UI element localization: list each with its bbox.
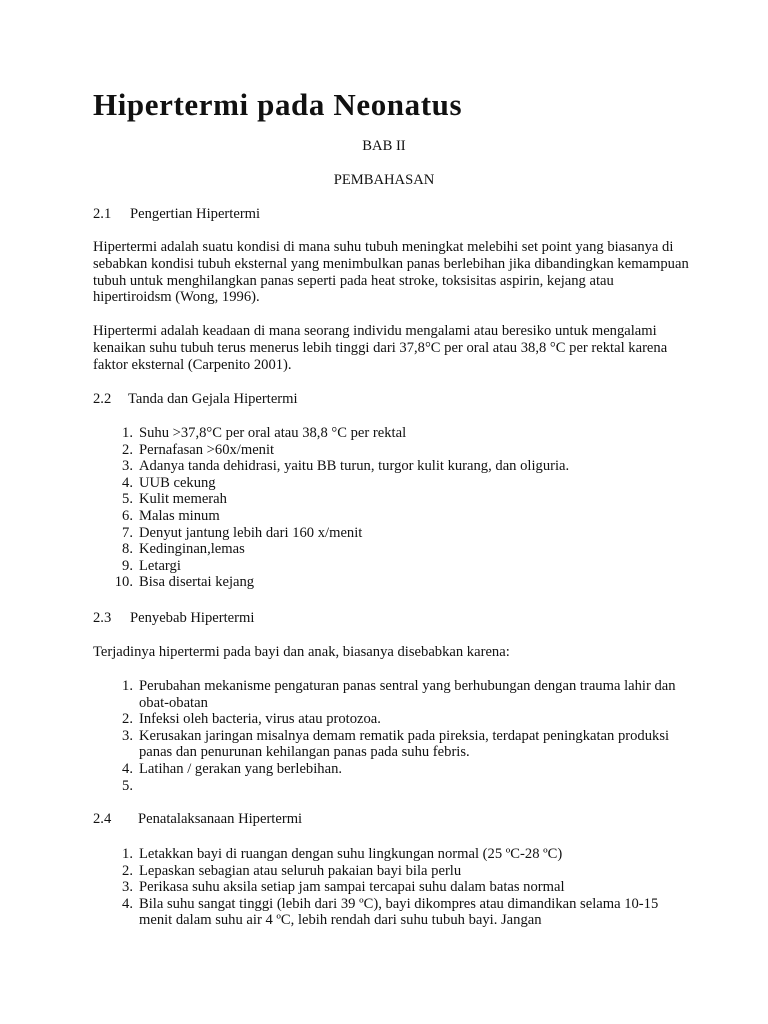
list-item: 8. Kedinginan,lemas: [122, 541, 245, 558]
section-number: 2.4: [93, 811, 112, 827]
list-item: 2. Lepaskan sebagian atau seluruh pakaian bayi bila perlu: [122, 862, 462, 879]
section-heading: [93, 206, 260, 223]
section-title: Pengertian Hipertermi: [130, 206, 261, 222]
section-title: Penatalaksanaan Hipertermi: [138, 811, 303, 827]
section-number: 2.1: [93, 206, 112, 222]
chapter-title: PEMBAHASAN: [333, 172, 435, 188]
list-item: 1. Suhu >37,8°C per oral atau 38,8 °C per rektal: [122, 425, 407, 441]
section-number: 2.2: [93, 391, 112, 407]
list-item: 3. Perikasa suhu aksila setiap jam sampai tercapai suhu dalam batas normal: [122, 879, 565, 896]
list-item: 4. Bila suhu sangat tinggi (lebih dari 39 ºC), bayi dikompres atau dimandikan selama 10-15 menit dalam suhu air 4 ºC, lebih rendah dari suhu tubuh bayi. Jangan: [122, 895, 659, 929]
paragraph: Hipertermi adalah keadaan di mana seorang individu mengalami atau beresiko untuk mengalami kenaikan suhu tubuh terus menerus lebih tinggi dari 37,8°C per oral atau 38,8 °C per rektal karena faktor eksternal (Carpenito 2001).: [93, 323, 668, 373]
list-item: 5. Kulit memerah: [122, 491, 227, 508]
section-title: Tanda dan Gejala Hipertermi: [128, 391, 298, 407]
section-heading: [93, 610, 254, 627]
section-heading: [93, 811, 302, 828]
list-item: 7. Denyut jantung lebih dari 160 x/menit: [122, 524, 363, 541]
paragraph: Terjadinya hipertermi pada bayi dan anak, biasanya disebabkan karena:: [93, 644, 510, 660]
cause-list: 1. Perubahan mekanisme pengaturan panas sentral yang berhubungan dengan trauma lahir dan obat-obatan 2. Infeksi oleh bacteria, virus atau protozoa. 3. Kerusakan jaringan misalnya demam rematik pada pireksia, terdapat peningkatan produksi panas dan penurunan kehilangan panas pada suhu febris. 4. Latihan / gerakan yang berlebihan. 5.: [93, 678, 693, 778]
treatment-list: [93, 846, 693, 929]
list-item: 9. Letargi: [122, 557, 181, 574]
section-heading: [93, 391, 298, 408]
list-item: 2. Infeksi oleh bacteria, virus atau protozoa.: [122, 711, 381, 728]
list-item: 1. Perubahan mekanisme pengaturan panas sentral yang berhubungan dengan trauma lahir dan obat-obatan: [122, 678, 676, 711]
symptom-list: [93, 425, 693, 591]
list-item: 10. Bisa disertai kejang: [114, 574, 255, 591]
list-item: 3. Kerusakan jaringan misalnya demam rematik pada pireksia, terdapat peningkatan produksi panas dan penurunan kehilangan panas pada suhu febris.: [122, 727, 670, 761]
list-item: 4. UUB cekung: [122, 474, 216, 491]
chapter-label: BAB II: [362, 138, 406, 154]
paragraph: Hipertermi adalah suatu kondisi di mana suhu tubuh meningkat melebihi set point yang biasanya di sebabkan kondisi tubuh eksternal yang menimbulkan panas berlebihan jika dibandingkan kemampuan tubuh untuk menghilangkan panas seperti pada heat stroke, toksisitas aspirin, kejang atau hipertiroidsm (Wong, 1996).: [93, 239, 689, 306]
list-item: 1. Letakkan bayi di ruangan dengan suhu lingkungan normal (25 ºC-28 ºC): [122, 846, 563, 862]
document-title: Hipertermi pada Neonatus: [93, 87, 463, 122]
list-item: 3. Adanya tanda dehidrasi, yaitu BB turun, turgor kulit kurang, dan oliguria.: [122, 458, 570, 475]
section-number: 2.3: [93, 610, 112, 626]
list-item: 2. Pernafasan >60x/menit: [122, 441, 275, 458]
section-title: Penyebab Hipertermi: [130, 610, 255, 626]
list-item: 4. Latihan / gerakan yang berlebihan.: [122, 760, 343, 777]
list-item: 6. Malas minum: [122, 507, 220, 524]
